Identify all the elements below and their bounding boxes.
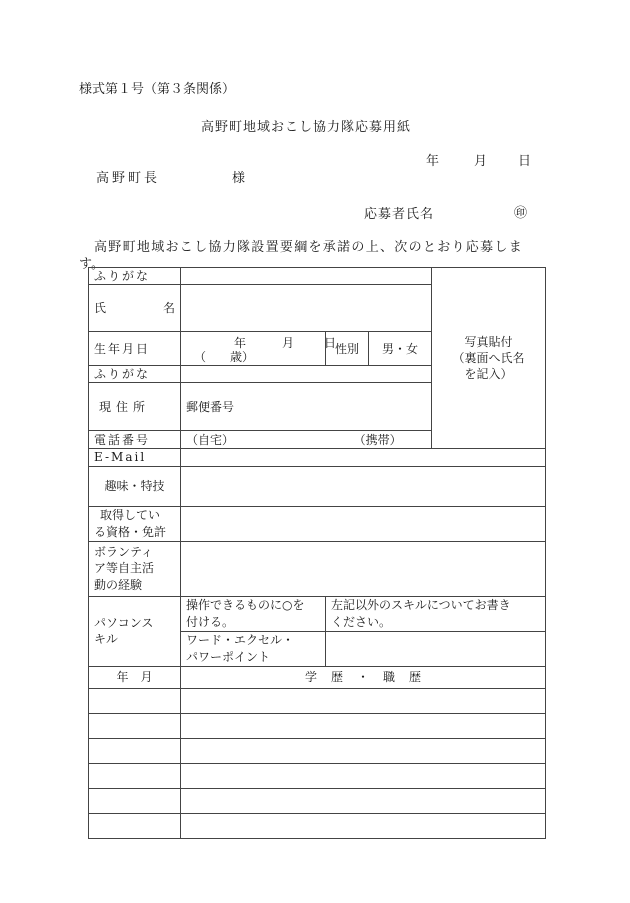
photo-label-1: 写真貼付 [464, 334, 513, 349]
history-header-row [89, 666, 546, 688]
pc-other-instruction-2: ください。 [331, 614, 392, 629]
pc-other-input[interactable] [326, 631, 546, 666]
email-input[interactable] [181, 449, 546, 466]
date-month-label: 月 [474, 154, 488, 169]
pc-other-instruction [326, 596, 546, 631]
address-label: 現住所 [89, 383, 181, 431]
history-row [89, 813, 546, 838]
furigana-input[interactable] [181, 268, 432, 285]
history-header-char: 歴 [409, 669, 422, 684]
history-date-input[interactable] [89, 763, 181, 788]
history-content-input[interactable] [181, 688, 546, 713]
address-furigana-label: ふりがな [89, 366, 181, 383]
history-date-input[interactable] [89, 788, 181, 813]
volunteer-label-2: ア等自主活 [94, 561, 155, 576]
pc-skill-label-2: キル [94, 632, 118, 647]
history-date-header: 年 月 [89, 666, 181, 688]
date-day-label: 日 [518, 154, 532, 169]
birthdate-label: 生年月日 [89, 332, 181, 366]
pc-circle-instruction [181, 596, 326, 631]
pc-skill-label [89, 596, 181, 666]
license-row [89, 506, 546, 541]
photo-label-2: （裏面へ氏名 [452, 351, 525, 366]
address-input[interactable] [181, 383, 432, 431]
history-content-input[interactable] [181, 763, 546, 788]
history-row [89, 688, 546, 713]
history-date-input[interactable] [89, 688, 181, 713]
birth-year-label: 年 [234, 335, 247, 350]
history-header-char: 職 [383, 669, 396, 684]
pc-apps-1: ワード・エクセル・ [186, 633, 295, 648]
name-label [89, 285, 181, 332]
pc-apps-2: パワーポイント [186, 649, 271, 664]
applicant-name-label: 応募者氏名 [364, 207, 435, 222]
license-label [89, 506, 181, 541]
volunteer-label-1: ボランティ [94, 545, 154, 560]
address-furigana-input[interactable] [181, 366, 432, 383]
pc-other-instruction-1: 左記以外のスキルについてお書き [331, 598, 511, 613]
date-year-label: 年 [426, 154, 440, 169]
seal-icon: ㊞ [514, 206, 528, 221]
application-form-table [88, 267, 546, 839]
furigana-label: ふりがな [89, 268, 181, 285]
name-label-b: 名 [162, 301, 175, 316]
pc-circle-instruction-1: 操作できるものに○を [186, 598, 305, 613]
hobby-row [89, 466, 546, 506]
volunteer-row [89, 541, 546, 596]
honorific: 様 [232, 171, 246, 186]
birth-day-label: 日 [324, 335, 337, 350]
volunteer-input[interactable] [181, 541, 546, 596]
age-label: （ 歳） [194, 349, 255, 364]
furigana-row [89, 268, 546, 285]
phone-mobile-label: （携帯） [353, 432, 402, 447]
license-input[interactable] [181, 506, 546, 541]
pc-apps-select[interactable] [181, 631, 326, 666]
history-date-input[interactable] [89, 738, 181, 763]
email-label: E-Mail [89, 449, 181, 466]
history-date-input[interactable] [89, 713, 181, 738]
history-header-char: ・ [357, 669, 370, 684]
phone-home-label: （自宅） [186, 432, 235, 447]
history-row [89, 763, 546, 788]
history-content-header [181, 666, 546, 688]
license-label-2: る資格・免許 [94, 524, 167, 539]
name-input[interactable] [181, 285, 432, 332]
history-content-input[interactable] [181, 713, 546, 738]
pc-skill-label-1: パソコンス [94, 615, 154, 630]
history-content-input[interactable] [181, 788, 546, 813]
photo-area[interactable] [432, 268, 546, 449]
hobby-input[interactable] [181, 466, 546, 506]
history-header-char: 歴 [330, 669, 343, 684]
addressee: 高野町長 [96, 171, 161, 186]
phone-row [89, 431, 546, 449]
postal-code-label: 郵便番号 [186, 399, 235, 414]
phone-label: 電話番号 [89, 431, 181, 449]
intro-text: 高野町地域おこし協力隊設置要綱を承諾の上、次のとおり応募しま [94, 240, 524, 255]
gender-select[interactable]: 男・女 [369, 332, 432, 366]
volunteer-label [89, 541, 181, 596]
intro-text-continued: す。 [79, 257, 104, 272]
history-date-input[interactable] [89, 813, 181, 838]
pc-skill-row-1 [89, 596, 546, 631]
photo-label-3: を記入） [464, 367, 513, 382]
pc-circle-instruction-2: 付ける。 [186, 614, 235, 629]
name-label-a: 氏 [94, 301, 107, 316]
history-content-input[interactable] [181, 813, 546, 838]
email-row [89, 449, 546, 466]
history-row [89, 713, 546, 738]
license-label-1: 取得してい [100, 508, 161, 523]
volunteer-label-3: 動の経験 [94, 577, 143, 592]
form-title: 高野町地域おこし協力隊応募用紙 [201, 120, 412, 135]
history-row [89, 738, 546, 763]
history-header-char: 学 [304, 669, 317, 684]
birth-month-label: 月 [282, 335, 295, 350]
form-number: 様式第１号（第３条関係） [79, 82, 236, 97]
history-row [89, 788, 546, 813]
gender-label: 性別 [326, 332, 369, 366]
phone-input[interactable] [181, 431, 546, 449]
history-content-input[interactable] [181, 738, 546, 763]
hobby-label: 趣味・特技 [89, 466, 181, 506]
birthdate-input[interactable] [181, 332, 337, 366]
